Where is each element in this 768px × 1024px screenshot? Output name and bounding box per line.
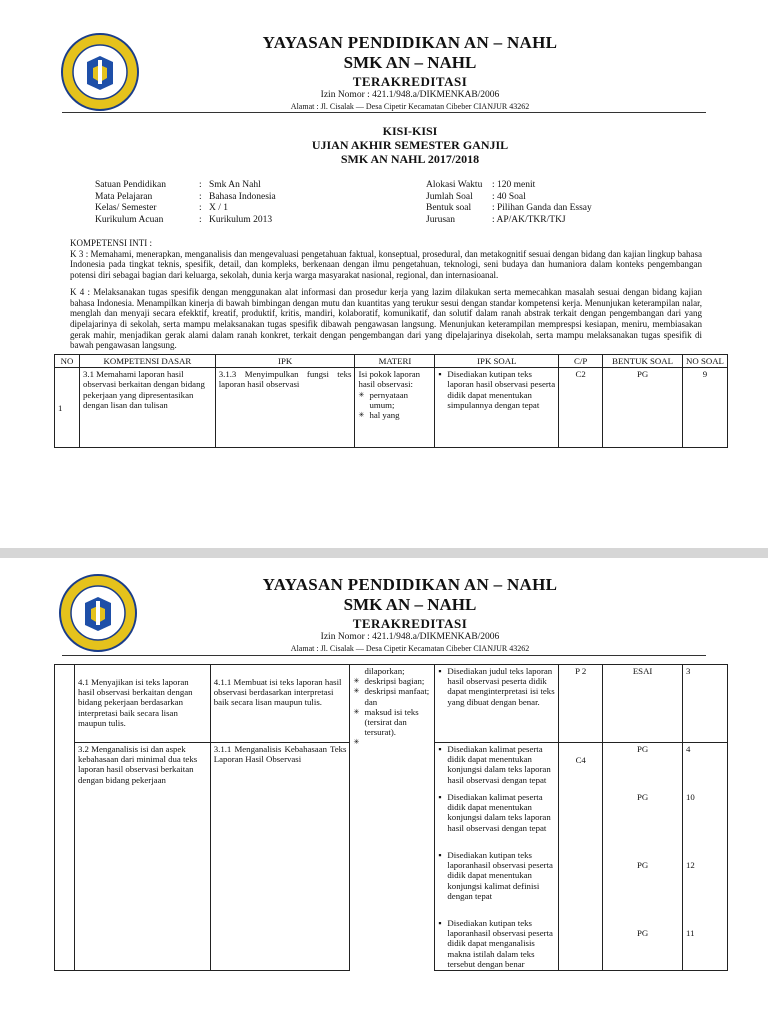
row-cp: C4 bbox=[559, 743, 603, 971]
row-no bbox=[55, 665, 75, 971]
accreditation-status: TERAKREDITASI bbox=[352, 616, 468, 631]
col-no: NO bbox=[55, 355, 80, 368]
list-item: ▪ Disediakan kutipan teks laporanhasil observasi peserta didik dapat menentukan konjungsi kalimat definisi dengan tepat bbox=[438, 850, 555, 918]
kompetensi-k4: K 4 : Melaksanakan tugas spesifik dengan menggunakan alat informasi dan prosedur kerja yang lazim dilakukan serta memecahkan masalah sesuai dengan bidang kajian bahasa Indonesia. Menampilkan kinerja di bawah bimbingan dengan mutu dan kuantitas yang terukur sesui dengan standar kompetensi kerja. Menunjukan keterampilan nalar, menglah dan menyaji secara efekktif, kreatif, produktif, kritis, mandiri, kolaboratif, komunikatif, dan solutif dalam ranah abstrak terkait dengan pengembangan dari yang dipelajarinya di sekolah, serta mampu melaksanakan tugas spesifik dibawah pengawasan langsung. Menunjukan keterampilan memprespsi kesiapan, meniru, membiasakan gerak mahir, menjadikan gerak alami dalam ranah konkret, terkait dengan pengembangan dari yang dipelajarinya disekolah, serta mampu melaksanakan tugas spesifik di bawah pengawasan langsung. bbox=[70, 286, 702, 351]
bentuk-value: PG bbox=[636, 792, 649, 802]
header-divider bbox=[62, 655, 706, 656]
info-value: : AP/AK/TKR/TKJ bbox=[492, 214, 566, 225]
col-ipk: IPK bbox=[215, 355, 355, 368]
title-line-1: KISI-KISI bbox=[382, 124, 438, 138]
info-key: Kelas/ Semester bbox=[95, 203, 157, 213]
col-no-soal: NO SOAL bbox=[683, 355, 728, 368]
info-value: X / 1 bbox=[209, 203, 228, 213]
no-soal-value: 10 bbox=[686, 792, 695, 802]
info-value: : 40 Soal bbox=[492, 191, 526, 202]
row-ipk: 3.1.3 Menyimpulkan fungsi teks laporan hasil observasi bbox=[215, 368, 355, 448]
school-name: SMK AN – NAHL bbox=[343, 53, 477, 72]
list-item: ▪ Disediakan judul teks laporan hasil observasi peserta didik dapat menginterpretasi isi teks yang dibuat dengan benar. bbox=[438, 666, 555, 707]
title-line-2: UJIAN AKHIR SEMESTER GANJIL bbox=[311, 138, 509, 152]
info-key: Satuan Pendidikan bbox=[95, 180, 166, 190]
info-key: Kurikulum Acuan bbox=[95, 214, 164, 225]
foundation-name: YAYASAN PENDIDIKAN AN – NAHL bbox=[262, 575, 558, 594]
list-item: ▪ Disediakan kutipan teks laporanhasil observasi peserta didik dapat menganalisis makna istilah dalam teks tersebut dengan benar bbox=[438, 918, 555, 969]
school-address: Alamat : Jl. Cisalak — Desa Cipetir Kecamatan Cibeber CIANJUR 43262 bbox=[290, 644, 530, 653]
page-separator bbox=[0, 548, 768, 558]
no-soal-value: 4 bbox=[686, 744, 691, 754]
row-cp: C2 bbox=[559, 368, 603, 448]
foundation-name: YAYASAN PENDIDIKAN AN – NAHL bbox=[262, 33, 558, 52]
info-value: : 120 menit bbox=[492, 180, 536, 190]
row-ipk: 3.1.1 Menganalisis Kebahasaan Teks Laporan Hasil Observasi bbox=[210, 743, 350, 971]
info-value: Kurikulum 2013 bbox=[209, 214, 273, 225]
info-sep: : bbox=[199, 214, 202, 225]
kompetensi-inti bbox=[70, 238, 702, 357]
row-no-soal bbox=[683, 743, 728, 971]
row-bentuk bbox=[603, 743, 683, 971]
info-sep: : bbox=[199, 203, 202, 213]
row-kompetensi-dasar: 4.1 Menyajikan isi teks laporan hasil observasi berkaitan dengan bidang pekerjaan berdasarkan interpretasi baik secara lisan maupun tulis. bbox=[74, 665, 210, 743]
info-key: Jumlah Soal bbox=[426, 191, 473, 202]
list-item: ✳ pernyataan umum; bbox=[358, 390, 431, 410]
info-left bbox=[95, 180, 276, 226]
kompetensi-heading: KOMPETENSI INTI : bbox=[70, 238, 152, 248]
kisi-table-page-2 bbox=[54, 664, 728, 971]
info-key: Mata Pelajaran bbox=[95, 191, 153, 202]
list-item: ✳ deskripsi manfaat; dan bbox=[353, 686, 431, 706]
table-row bbox=[55, 368, 728, 448]
col-kompetensi-dasar: KOMPETENSI DASAR bbox=[79, 355, 215, 368]
no-soal-value: 11 bbox=[686, 928, 695, 938]
school-logo bbox=[58, 573, 138, 653]
permit-number: Izin Nomor : 421.1/948.a/DIKMENKAB/2006 bbox=[320, 90, 500, 100]
row-no-soal: 9 bbox=[683, 368, 728, 448]
info-sep: : bbox=[199, 180, 202, 190]
kisi-table-page-1 bbox=[54, 354, 728, 448]
info-sep: : bbox=[199, 191, 202, 202]
info-key: Jurusan bbox=[426, 214, 456, 225]
row-kompetensi-dasar: 3.1 Memahami laporan hasil observasi berkaitan dengan bidang pekerjaan yang dipresentasikan dengan lisan dan tulisan bbox=[79, 368, 215, 448]
row-materi bbox=[350, 665, 435, 971]
table-row bbox=[55, 665, 728, 743]
info-key: Bentuk soal bbox=[426, 203, 472, 213]
list-item: ▪ Disediakan kalimat peserta didik dapat menentukan konjungsi dalam teks laporan hasil observasi dengan tepat bbox=[438, 744, 555, 792]
list-item: ✳ hal yang bbox=[358, 410, 431, 420]
permit-number: Izin Nomor : 421.1/948.a/DIKMENKAB/2006 bbox=[320, 632, 500, 642]
bentuk-value: PG bbox=[636, 860, 649, 870]
col-bentuk-soal: BENTUK SOAL bbox=[603, 355, 683, 368]
row-materi bbox=[355, 368, 435, 448]
bentuk-value: PG bbox=[636, 744, 649, 754]
col-materi: MATERI bbox=[355, 355, 435, 368]
title-line-3: SMK AN NAHL 2017/2018 bbox=[340, 152, 480, 166]
info-key: Alokasi Waktu bbox=[426, 180, 483, 190]
col-cp: C/P bbox=[559, 355, 603, 368]
materi-list bbox=[353, 676, 431, 737]
materi-continued: dilaporkan; bbox=[364, 666, 405, 676]
materi-list bbox=[358, 390, 431, 421]
info-value: Bahasa Indonesia bbox=[209, 191, 276, 202]
col-ipk-soal: IPK SOAL bbox=[435, 355, 559, 368]
info-value: : Pilihan Ganda dan Essay bbox=[492, 203, 592, 213]
table-header-row bbox=[55, 355, 728, 368]
row-no: 1 bbox=[55, 368, 80, 448]
no-soal-value: 12 bbox=[686, 860, 695, 870]
header-divider bbox=[62, 112, 706, 113]
row-ipk-soal bbox=[435, 743, 559, 971]
ipk-soal-list bbox=[438, 744, 555, 969]
list-item: ▪ Disediakan kutipan teks laporan hasil observasi peserta didik dapat menentukan simpulannya dengan tepat bbox=[438, 369, 555, 410]
row-ipk-soal bbox=[435, 368, 559, 448]
document-title bbox=[200, 124, 620, 166]
bentuk-value: PG bbox=[636, 928, 649, 938]
info-right bbox=[426, 180, 592, 226]
school-logo bbox=[60, 32, 140, 112]
school-address: Alamat : Jl. Cisalak — Desa Cipetir Kecamatan Cibeber CIANJUR 43262 bbox=[290, 102, 530, 111]
row-no-soal: 3 bbox=[683, 665, 728, 743]
kompetensi-k3: K 3 : Memahami, menerapkan, menganalisis dan mengevaluasi pengetahuan faktual, konseptual, prosedural, dan metakognitif sesuai dengan bidang dan kajian lingkup bahasa Indonesia pada tingkat teknis, spesifik, detail, dan kompleks, berkenaan dengan ilmu pengetahuan, teknologi, seni budaya dan humaniora dalam konteks pengembangan potensi diri sebagai bagian dari keluarga, sekolah, dunia kerja warga masyarakat nasional, regional, dan internasioanal. bbox=[70, 248, 702, 281]
letterhead bbox=[200, 575, 620, 654]
row-bentuk: ESAI bbox=[603, 665, 683, 743]
row-ipk: 4.1.1 Membuat isi teks laporan hasil observasi berdasarkan interpretasi baik secara lisan maupun tulis. bbox=[210, 665, 350, 743]
list-item: ✳ maksud isi teks (tersirat dan tersurat). bbox=[353, 707, 431, 738]
row-bentuk: PG bbox=[603, 368, 683, 448]
materi-intro: Isi pokok laporan hasil observasi: bbox=[358, 369, 421, 390]
list-item: ▪ Disediakan kalimat peserta didik dapat menentukan konjungsi dalam teks laporan hasil observasi dengan tepat bbox=[438, 792, 555, 850]
letterhead bbox=[200, 33, 620, 112]
row-ipk-soal bbox=[435, 665, 559, 743]
row-kompetensi-dasar: 3.2 Menganalisis isi dan aspek kebahasaan dari minimal dua teks laporan hasil observasi berkaitan dengan bidang pekerjaan bbox=[74, 743, 210, 971]
info-value: Smk An Nahl bbox=[209, 180, 261, 190]
row-cp: P 2 bbox=[559, 665, 603, 743]
list-item: ✳ deskripsi bagian; bbox=[353, 676, 431, 686]
accreditation-status: TERAKREDITASI bbox=[352, 74, 468, 89]
school-name: SMK AN – NAHL bbox=[343, 595, 477, 614]
